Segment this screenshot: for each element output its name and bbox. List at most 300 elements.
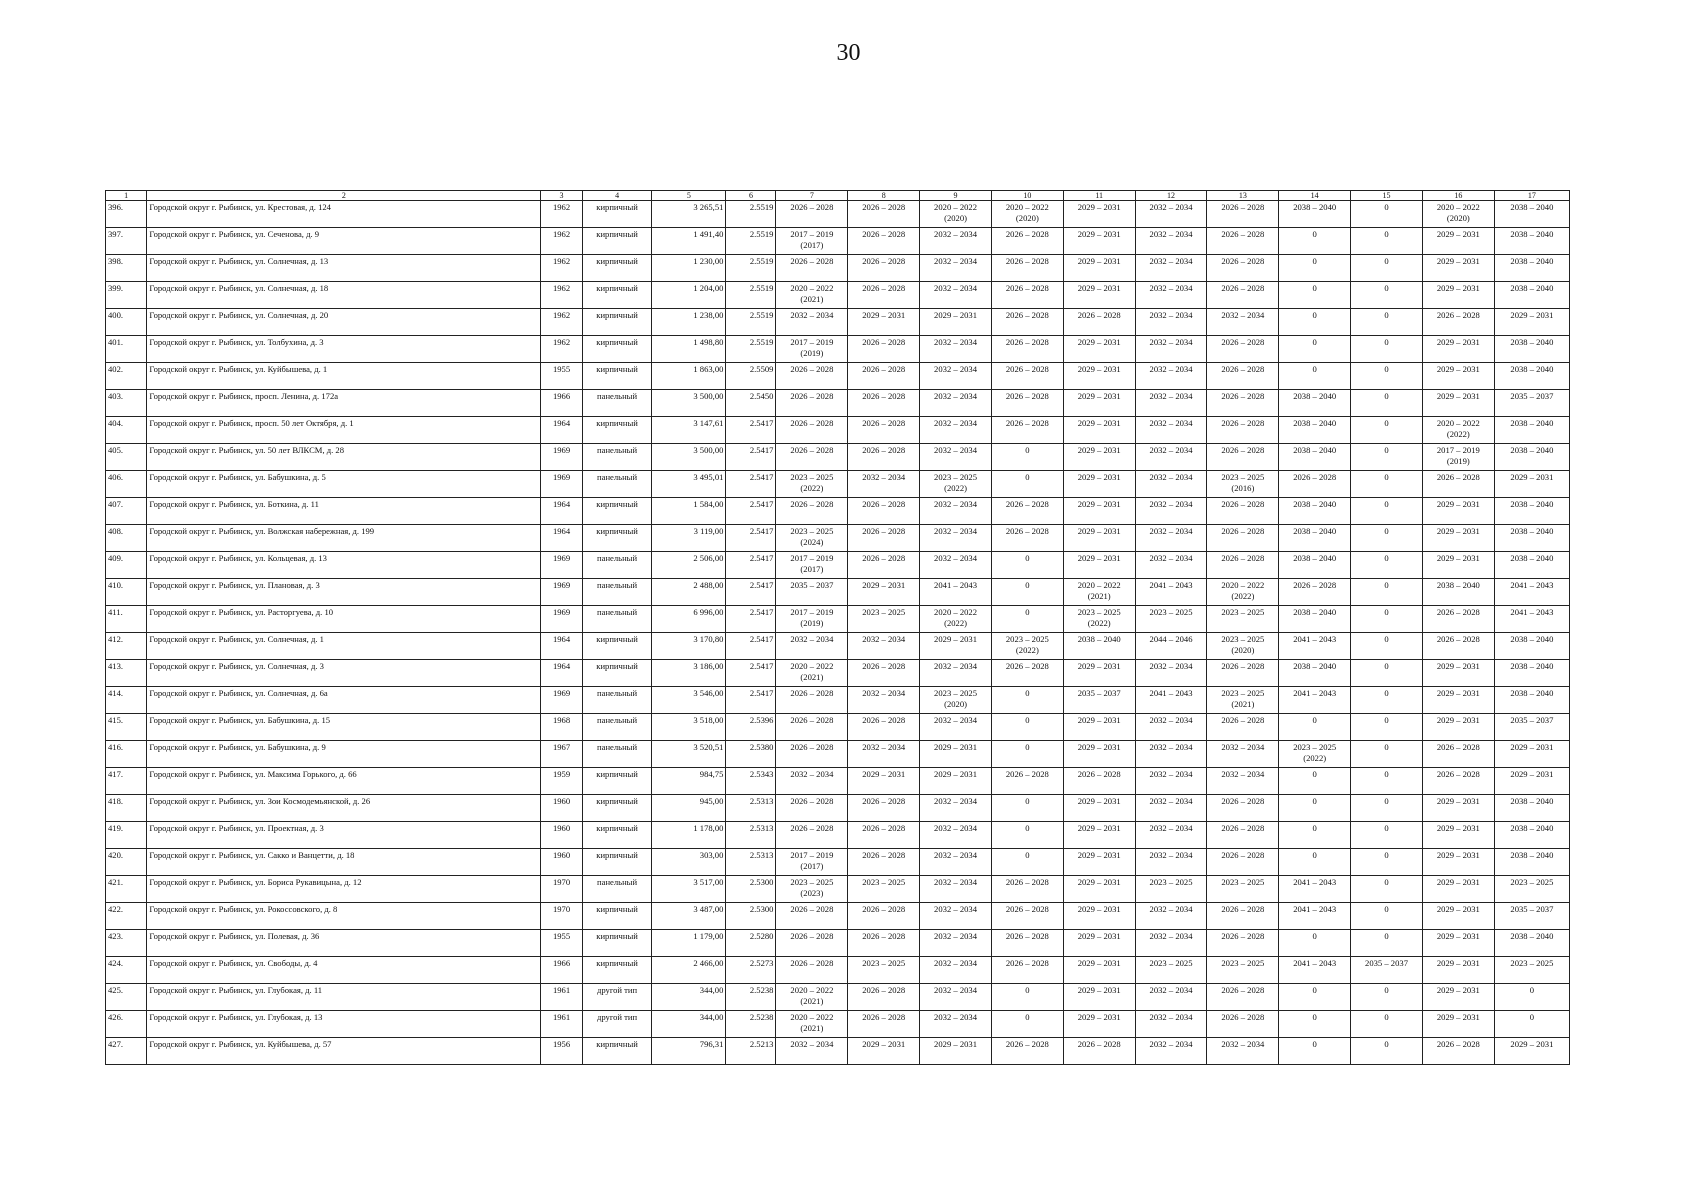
- table-cell-col-5: 3 186,00: [652, 660, 726, 687]
- table-row: [106, 741, 1570, 768]
- table-cell-col-14: 0: [1279, 282, 1351, 309]
- table-cell-col-16: 2017 – 2019 (2019): [1422, 444, 1494, 471]
- table-row: [106, 1011, 1570, 1038]
- table-cell-col-4: кирпичный: [582, 849, 652, 876]
- table-cell-col-11: 2029 – 2031: [1063, 552, 1135, 579]
- table-cell-col-3: 1960: [541, 795, 582, 822]
- table-cell-col-15: 0: [1351, 498, 1423, 525]
- table-cell-col-8: 2026 – 2028: [848, 255, 920, 282]
- column-number-13: 13: [1207, 191, 1279, 201]
- table-cell-col-14: 0: [1279, 1011, 1351, 1038]
- table-cell-col-2: Городской округ г. Рыбинск, ул. Куйбышева, д. 1: [147, 363, 541, 390]
- table-cell-col-2: Городской округ г. Рыбинск, ул. Полевая, д. 36: [147, 930, 541, 957]
- table-cell-col-8: 2026 – 2028: [848, 336, 920, 363]
- table-cell-col-5: 1 498,80: [652, 336, 726, 363]
- table-cell-col-1: 397.: [106, 228, 147, 255]
- table-cell-col-1: 416.: [106, 741, 147, 768]
- table-cell-col-13: 2026 – 2028: [1207, 336, 1279, 363]
- table-cell-col-3: 1964: [541, 660, 582, 687]
- table-cell-col-1: 427.: [106, 1038, 147, 1065]
- table-cell-col-6: 2.5417: [726, 660, 776, 687]
- table-cell-col-16: 2026 – 2028: [1422, 1038, 1494, 1065]
- table-cell-col-7: 2026 – 2028: [776, 822, 848, 849]
- table-cell-col-4: кирпичный: [582, 768, 652, 795]
- table-cell-col-6: 2.5519: [726, 336, 776, 363]
- table-cell-col-12: 2032 – 2034: [1135, 741, 1207, 768]
- table-cell-col-11: 2029 – 2031: [1063, 336, 1135, 363]
- table-cell-col-16: 2029 – 2031: [1422, 822, 1494, 849]
- column-number-9: 9: [920, 191, 992, 201]
- table-cell-col-7: 2020 – 2022 (2021): [776, 282, 848, 309]
- table-cell-col-9: 2032 – 2034: [920, 903, 992, 930]
- table-cell-col-11: 2029 – 2031: [1063, 822, 1135, 849]
- table-cell-col-12: 2032 – 2034: [1135, 714, 1207, 741]
- table-cell-col-2: Городской округ г. Рыбинск, ул. Максима Горького, д. 66: [147, 768, 541, 795]
- table-cell-col-3: 1969: [541, 444, 582, 471]
- table-cell-col-1: 415.: [106, 714, 147, 741]
- table-cell-col-17: 2038 – 2040: [1494, 525, 1569, 552]
- table-cell-col-11: 2029 – 2031: [1063, 201, 1135, 228]
- table-cell-col-12: 2032 – 2034: [1135, 903, 1207, 930]
- table-cell-col-11: 2029 – 2031: [1063, 741, 1135, 768]
- table-cell-col-15: 0: [1351, 930, 1423, 957]
- table-cell-col-13: 2026 – 2028: [1207, 822, 1279, 849]
- column-number-11: 11: [1063, 191, 1135, 201]
- table-cell-col-3: 1955: [541, 363, 582, 390]
- table-cell-col-3: 1962: [541, 336, 582, 363]
- table-cell-col-6: 2.5280: [726, 930, 776, 957]
- table-row: [106, 363, 1570, 390]
- table-cell-col-10: 2020 – 2022 (2020): [991, 201, 1063, 228]
- table-cell-col-7: 2017 – 2019 (2019): [776, 336, 848, 363]
- table-cell-col-13: 2026 – 2028: [1207, 849, 1279, 876]
- table-cell-col-11: 2029 – 2031: [1063, 903, 1135, 930]
- column-number-1: 1: [106, 191, 147, 201]
- table-cell-col-13: 2026 – 2028: [1207, 282, 1279, 309]
- table-cell-col-15: 0: [1351, 984, 1423, 1011]
- table-cell-col-17: 2038 – 2040: [1494, 228, 1569, 255]
- table-cell-col-16: 2020 – 2022 (2020): [1422, 201, 1494, 228]
- table-cell-col-5: 1 178,00: [652, 822, 726, 849]
- table-cell-col-10: 0: [991, 444, 1063, 471]
- table-cell-col-15: 0: [1351, 579, 1423, 606]
- table-cell-col-8: 2032 – 2034: [848, 633, 920, 660]
- table-cell-col-3: 1969: [541, 552, 582, 579]
- table-cell-col-3: 1962: [541, 309, 582, 336]
- table-cell-col-17: 2041 – 2043: [1494, 606, 1569, 633]
- table-cell-col-4: кирпичный: [582, 255, 652, 282]
- table-cell-col-15: 0: [1351, 201, 1423, 228]
- table-cell-col-12: 2032 – 2034: [1135, 930, 1207, 957]
- table-cell-col-16: 2029 – 2031: [1422, 876, 1494, 903]
- table-cell-col-14: 2023 – 2025 (2022): [1279, 741, 1351, 768]
- table-cell-col-5: 2 488,00: [652, 579, 726, 606]
- table-cell-col-9: 2032 – 2034: [920, 822, 992, 849]
- table-cell-col-5: 3 119,00: [652, 525, 726, 552]
- table-cell-col-7: 2032 – 2034: [776, 1038, 848, 1065]
- table-cell-col-13: 2026 – 2028: [1207, 255, 1279, 282]
- table-cell-col-4: кирпичный: [582, 1038, 652, 1065]
- table-cell-col-4: кирпичный: [582, 309, 652, 336]
- table-row: [106, 930, 1570, 957]
- table-cell-col-5: 3 517,00: [652, 876, 726, 903]
- housing-table-container: [105, 190, 1570, 1065]
- column-number-10: 10: [991, 191, 1063, 201]
- table-cell-col-2: Городской округ г. Рыбинск, ул. Волжская набережная, д. 199: [147, 525, 541, 552]
- table-cell-col-10: 2026 – 2028: [991, 390, 1063, 417]
- table-cell-col-6: 2.5300: [726, 903, 776, 930]
- table-cell-col-11: 2029 – 2031: [1063, 1011, 1135, 1038]
- table-cell-col-10: 0: [991, 822, 1063, 849]
- table-cell-col-14: 2026 – 2028: [1279, 471, 1351, 498]
- table-cell-col-11: 2035 – 2037: [1063, 687, 1135, 714]
- table-cell-col-12: 2041 – 2043: [1135, 579, 1207, 606]
- table-cell-col-6: 2.5519: [726, 228, 776, 255]
- table-cell-col-4: панельный: [582, 471, 652, 498]
- table-row: [106, 606, 1570, 633]
- table-cell-col-4: панельный: [582, 687, 652, 714]
- table-cell-col-3: 1959: [541, 768, 582, 795]
- table-cell-col-16: 2029 – 2031: [1422, 903, 1494, 930]
- table-cell-col-5: 3 147,61: [652, 417, 726, 444]
- table-cell-col-17: 2038 – 2040: [1494, 201, 1569, 228]
- table-cell-col-4: панельный: [582, 552, 652, 579]
- table-cell-col-12: 2032 – 2034: [1135, 201, 1207, 228]
- table-cell-col-4: кирпичный: [582, 633, 652, 660]
- table-cell-col-11: 2029 – 2031: [1063, 417, 1135, 444]
- table-cell-col-11: 2029 – 2031: [1063, 444, 1135, 471]
- table-cell-col-13: 2026 – 2028: [1207, 795, 1279, 822]
- table-cell-col-17: 2038 – 2040: [1494, 849, 1569, 876]
- column-number-2: 2: [147, 191, 541, 201]
- table-cell-col-4: панельный: [582, 579, 652, 606]
- table-cell-col-3: 1966: [541, 390, 582, 417]
- column-number-4: 4: [582, 191, 652, 201]
- table-cell-col-17: 2029 – 2031: [1494, 768, 1569, 795]
- table-cell-col-14: 0: [1279, 1038, 1351, 1065]
- table-cell-col-12: 2032 – 2034: [1135, 363, 1207, 390]
- table-cell-col-1: 423.: [106, 930, 147, 957]
- table-cell-col-14: 2038 – 2040: [1279, 498, 1351, 525]
- table-cell-col-14: 0: [1279, 930, 1351, 957]
- table-cell-col-16: 2029 – 2031: [1422, 930, 1494, 957]
- table-cell-col-16: 2026 – 2028: [1422, 741, 1494, 768]
- table-cell-col-13: 2026 – 2028: [1207, 930, 1279, 957]
- table-row: [106, 876, 1570, 903]
- table-cell-col-6: 2.5519: [726, 309, 776, 336]
- table-cell-col-16: 2029 – 2031: [1422, 957, 1494, 984]
- table-cell-col-6: 2.5417: [726, 525, 776, 552]
- table-cell-col-10: 2026 – 2028: [991, 282, 1063, 309]
- table-cell-col-16: 2029 – 2031: [1422, 525, 1494, 552]
- column-number-14: 14: [1279, 191, 1351, 201]
- table-cell-col-12: 2032 – 2034: [1135, 336, 1207, 363]
- table-cell-col-13: 2023 – 2025: [1207, 606, 1279, 633]
- table-cell-col-14: 0: [1279, 363, 1351, 390]
- table-cell-col-3: 1969: [541, 606, 582, 633]
- table-cell-col-2: Городской округ г. Рыбинск, ул. Толбухина, д. 3: [147, 336, 541, 363]
- table-cell-col-13: 2023 – 2025: [1207, 876, 1279, 903]
- table-cell-col-9: 2032 – 2034: [920, 363, 992, 390]
- table-row: [106, 957, 1570, 984]
- table-cell-col-2: Городской округ г. Рыбинск, ул. Свободы, д. 4: [147, 957, 541, 984]
- table-cell-col-4: кирпичный: [582, 417, 652, 444]
- table-cell-col-8: 2026 – 2028: [848, 390, 920, 417]
- table-cell-col-5: 3 265,51: [652, 201, 726, 228]
- table-cell-col-6: 2.5343: [726, 768, 776, 795]
- table-cell-col-17: 2038 – 2040: [1494, 687, 1569, 714]
- table-cell-col-14: 2038 – 2040: [1279, 660, 1351, 687]
- table-cell-col-3: 1962: [541, 282, 582, 309]
- table-cell-col-12: 2032 – 2034: [1135, 471, 1207, 498]
- table-cell-col-11: 2029 – 2031: [1063, 957, 1135, 984]
- table-cell-col-10: 2026 – 2028: [991, 930, 1063, 957]
- table-cell-col-12: 2032 – 2034: [1135, 768, 1207, 795]
- table-cell-col-3: 1966: [541, 957, 582, 984]
- table-cell-col-17: 2029 – 2031: [1494, 741, 1569, 768]
- column-number-6: 6: [726, 191, 776, 201]
- table-row: [106, 471, 1570, 498]
- table-cell-col-14: 2041 – 2043: [1279, 633, 1351, 660]
- table-cell-col-7: 2032 – 2034: [776, 633, 848, 660]
- table-row: [106, 201, 1570, 228]
- table-cell-col-3: 1969: [541, 471, 582, 498]
- table-cell-col-16: 2026 – 2028: [1422, 471, 1494, 498]
- table-cell-col-16: 2029 – 2031: [1422, 363, 1494, 390]
- table-cell-col-3: 1962: [541, 255, 582, 282]
- table-cell-col-9: 2032 – 2034: [920, 1011, 992, 1038]
- table-cell-col-9: 2023 – 2025 (2022): [920, 471, 992, 498]
- table-cell-col-7: 2026 – 2028: [776, 255, 848, 282]
- table-cell-col-9: 2029 – 2031: [920, 1038, 992, 1065]
- table-cell-col-8: 2029 – 2031: [848, 579, 920, 606]
- table-cell-col-4: панельный: [582, 876, 652, 903]
- table-cell-col-4: панельный: [582, 606, 652, 633]
- table-cell-col-16: 2029 – 2031: [1422, 1011, 1494, 1038]
- table-cell-col-9: 2032 – 2034: [920, 795, 992, 822]
- table-cell-col-6: 2.5519: [726, 282, 776, 309]
- table-cell-col-11: 2029 – 2031: [1063, 795, 1135, 822]
- table-cell-col-8: 2026 – 2028: [848, 984, 920, 1011]
- table-cell-col-8: 2026 – 2028: [848, 822, 920, 849]
- table-cell-col-6: 2.5238: [726, 1011, 776, 1038]
- table-cell-col-10: 2026 – 2028: [991, 768, 1063, 795]
- table-cell-col-8: 2026 – 2028: [848, 444, 920, 471]
- table-cell-col-8: 2026 – 2028: [848, 795, 920, 822]
- table-cell-col-8: 2026 – 2028: [848, 201, 920, 228]
- table-row: [106, 228, 1570, 255]
- table-cell-col-10: 0: [991, 984, 1063, 1011]
- table-cell-col-15: 0: [1351, 633, 1423, 660]
- table-cell-col-8: 2032 – 2034: [848, 687, 920, 714]
- table-cell-col-6: 2.5380: [726, 741, 776, 768]
- table-cell-col-15: 0: [1351, 660, 1423, 687]
- table-cell-col-6: 2.5509: [726, 363, 776, 390]
- table-cell-col-9: 2032 – 2034: [920, 660, 992, 687]
- table-cell-col-1: 413.: [106, 660, 147, 687]
- table-cell-col-5: 3 487,00: [652, 903, 726, 930]
- table-cell-col-8: 2026 – 2028: [848, 498, 920, 525]
- table-cell-col-3: 1960: [541, 849, 582, 876]
- table-cell-col-17: 2038 – 2040: [1494, 255, 1569, 282]
- table-row: [106, 633, 1570, 660]
- table-cell-col-13: 2032 – 2034: [1207, 309, 1279, 336]
- table-cell-col-3: 1961: [541, 984, 582, 1011]
- table-cell-col-17: 2038 – 2040: [1494, 282, 1569, 309]
- table-row: [106, 822, 1570, 849]
- table-cell-col-7: 2026 – 2028: [776, 795, 848, 822]
- table-cell-col-16: 2029 – 2031: [1422, 255, 1494, 282]
- table-cell-col-2: Городской округ г. Рыбинск, ул. Бабушкина, д. 15: [147, 714, 541, 741]
- table-cell-col-3: 1970: [541, 903, 582, 930]
- table-cell-col-17: 2038 – 2040: [1494, 795, 1569, 822]
- table-cell-col-11: 2029 – 2031: [1063, 390, 1135, 417]
- table-cell-col-4: кирпичный: [582, 363, 652, 390]
- table-cell-col-12: 2032 – 2034: [1135, 822, 1207, 849]
- table-cell-col-13: 2026 – 2028: [1207, 228, 1279, 255]
- table-cell-col-1: 399.: [106, 282, 147, 309]
- table-cell-col-10: 0: [991, 714, 1063, 741]
- table-cell-col-7: 2017 – 2019 (2017): [776, 552, 848, 579]
- table-cell-col-9: 2032 – 2034: [920, 255, 992, 282]
- table-cell-col-11: 2026 – 2028: [1063, 309, 1135, 336]
- table-cell-col-16: 2029 – 2031: [1422, 660, 1494, 687]
- table-cell-col-7: 2026 – 2028: [776, 903, 848, 930]
- table-row: [106, 390, 1570, 417]
- table-cell-col-4: кирпичный: [582, 201, 652, 228]
- table-cell-col-7: 2026 – 2028: [776, 417, 848, 444]
- table-cell-col-6: 2.5213: [726, 1038, 776, 1065]
- table-cell-col-15: 0: [1351, 471, 1423, 498]
- table-cell-col-2: Городской округ г. Рыбинск, ул. Солнечная, д. 1: [147, 633, 541, 660]
- table-cell-col-1: 421.: [106, 876, 147, 903]
- table-cell-col-14: 0: [1279, 984, 1351, 1011]
- table-cell-col-2: Городской округ г. Рыбинск, ул. Солнечная, д. 13: [147, 255, 541, 282]
- table-cell-col-2: Городской округ г. Рыбинск, ул. Солнечная, д. 20: [147, 309, 541, 336]
- table-cell-col-12: 2032 – 2034: [1135, 228, 1207, 255]
- table-cell-col-1: 403.: [106, 390, 147, 417]
- table-cell-col-9: 2032 – 2034: [920, 849, 992, 876]
- table-cell-col-4: панельный: [582, 390, 652, 417]
- table-cell-col-15: 0: [1351, 741, 1423, 768]
- table-cell-col-14: 2038 – 2040: [1279, 444, 1351, 471]
- table-cell-col-8: 2026 – 2028: [848, 525, 920, 552]
- table-cell-col-15: 0: [1351, 282, 1423, 309]
- table-cell-col-5: 6 996,00: [652, 606, 726, 633]
- table-cell-col-3: 1964: [541, 525, 582, 552]
- table-cell-col-8: 2029 – 2031: [848, 1038, 920, 1065]
- table-cell-col-15: 0: [1351, 687, 1423, 714]
- table-cell-col-14: 2038 – 2040: [1279, 606, 1351, 633]
- table-cell-col-8: 2026 – 2028: [848, 903, 920, 930]
- table-cell-col-12: 2032 – 2034: [1135, 417, 1207, 444]
- table-cell-col-9: 2020 – 2022 (2020): [920, 201, 992, 228]
- table-cell-col-13: 2026 – 2028: [1207, 390, 1279, 417]
- column-number-5: 5: [652, 191, 726, 201]
- table-cell-col-4: панельный: [582, 714, 652, 741]
- table-cell-col-2: Городской округ г. Рыбинск, ул. Бориса Рукавицына, д. 12: [147, 876, 541, 903]
- table-cell-col-17: 2041 – 2043: [1494, 579, 1569, 606]
- table-cell-col-9: 2032 – 2034: [920, 525, 992, 552]
- table-cell-col-14: 0: [1279, 822, 1351, 849]
- table-cell-col-17: 2023 – 2025: [1494, 876, 1569, 903]
- table-cell-col-16: 2029 – 2031: [1422, 336, 1494, 363]
- table-cell-col-5: 2 506,00: [652, 552, 726, 579]
- table-cell-col-2: Городской округ г. Рыбинск, ул. Зои Космодемьянской, д. 26: [147, 795, 541, 822]
- table-cell-col-17: 2038 – 2040: [1494, 336, 1569, 363]
- table-cell-col-6: 2.5417: [726, 552, 776, 579]
- table-cell-col-8: 2023 – 2025: [848, 606, 920, 633]
- column-number-8: 8: [848, 191, 920, 201]
- table-cell-col-7: 2026 – 2028: [776, 390, 848, 417]
- table-cell-col-13: 2023 – 2025: [1207, 957, 1279, 984]
- table-cell-col-9: 2041 – 2043: [920, 579, 992, 606]
- table-cell-col-12: 2032 – 2034: [1135, 390, 1207, 417]
- table-cell-col-8: 2026 – 2028: [848, 363, 920, 390]
- table-cell-col-1: 406.: [106, 471, 147, 498]
- table-cell-col-14: 0: [1279, 336, 1351, 363]
- table-cell-col-10: 2026 – 2028: [991, 309, 1063, 336]
- table-cell-col-2: Городской округ г. Рыбинск, ул. Сеченова, д. 9: [147, 228, 541, 255]
- table-cell-col-4: кирпичный: [582, 903, 652, 930]
- table-cell-col-10: 2026 – 2028: [991, 903, 1063, 930]
- table-cell-col-3: 1970: [541, 876, 582, 903]
- table-cell-col-15: 0: [1351, 849, 1423, 876]
- table-row: [106, 903, 1570, 930]
- table-cell-col-4: панельный: [582, 444, 652, 471]
- table-cell-col-7: 2020 – 2022 (2021): [776, 660, 848, 687]
- table-cell-col-10: 0: [991, 795, 1063, 822]
- table-cell-col-4: кирпичный: [582, 525, 652, 552]
- table-cell-col-6: 2.5417: [726, 687, 776, 714]
- table-cell-col-13: 2026 – 2028: [1207, 714, 1279, 741]
- table-cell-col-12: 2032 – 2034: [1135, 282, 1207, 309]
- table-row: [106, 309, 1570, 336]
- table-cell-col-4: кирпичный: [582, 930, 652, 957]
- table-cell-col-2: Городской округ г. Рыбинск, ул. Крестовая, д. 124: [147, 201, 541, 228]
- table-cell-col-13: 2023 – 2025 (2020): [1207, 633, 1279, 660]
- table-cell-col-1: 418.: [106, 795, 147, 822]
- table-cell-col-9: 2032 – 2034: [920, 417, 992, 444]
- column-number-12: 12: [1135, 191, 1207, 201]
- table-cell-col-7: 2017 – 2019 (2017): [776, 849, 848, 876]
- table-cell-col-6: 2.5417: [726, 498, 776, 525]
- table-cell-col-13: 2026 – 2028: [1207, 444, 1279, 471]
- table-cell-col-12: 2032 – 2034: [1135, 255, 1207, 282]
- table-cell-col-5: 1 584,00: [652, 498, 726, 525]
- table-cell-col-11: 2020 – 2022 (2021): [1063, 579, 1135, 606]
- table-cell-col-13: 2026 – 2028: [1207, 903, 1279, 930]
- table-cell-col-16: 2029 – 2031: [1422, 282, 1494, 309]
- table-cell-col-6: 2.5519: [726, 201, 776, 228]
- table-cell-col-15: 2035 – 2037: [1351, 957, 1423, 984]
- table-cell-col-12: 2032 – 2034: [1135, 795, 1207, 822]
- table-cell-col-12: 2023 – 2025: [1135, 876, 1207, 903]
- table-cell-col-2: Городской округ г. Рыбинск, ул. Рокоссовского, д. 8: [147, 903, 541, 930]
- table-cell-col-1: 396.: [106, 201, 147, 228]
- table-cell-col-15: 0: [1351, 525, 1423, 552]
- table-cell-col-6: 2.5300: [726, 876, 776, 903]
- table-cell-col-15: 0: [1351, 822, 1423, 849]
- table-cell-col-3: 1955: [541, 930, 582, 957]
- table-cell-col-3: 1962: [541, 228, 582, 255]
- table-cell-col-5: 3 518,00: [652, 714, 726, 741]
- table-cell-col-6: 2.5313: [726, 795, 776, 822]
- table-cell-col-2: Городской округ г. Рыбинск, ул. Солнечная, д. 6а: [147, 687, 541, 714]
- table-row: [106, 336, 1570, 363]
- table-cell-col-1: 419.: [106, 822, 147, 849]
- table-row: [106, 1038, 1570, 1065]
